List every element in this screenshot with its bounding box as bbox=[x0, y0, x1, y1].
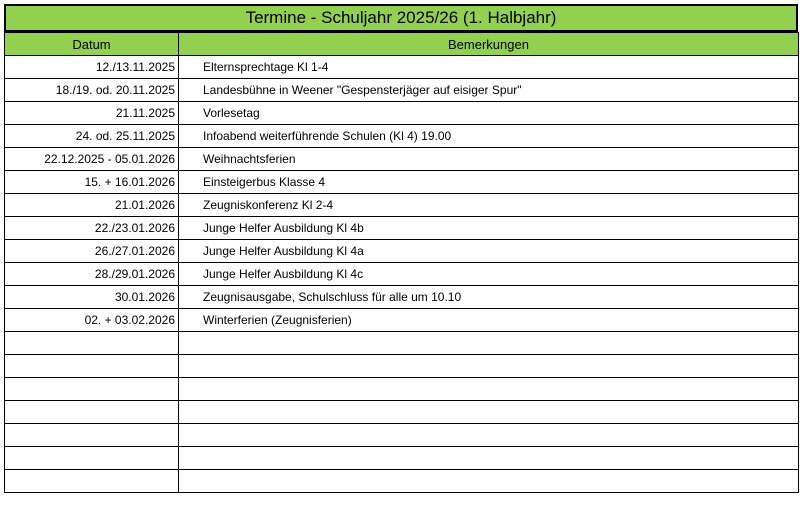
table-row bbox=[5, 263, 799, 286]
table-row bbox=[5, 171, 799, 194]
note-cell[interactable] bbox=[179, 447, 799, 470]
date-cell[interactable]: 22./23.01.2026 bbox=[5, 217, 179, 240]
table-row bbox=[5, 424, 799, 447]
date-cell[interactable] bbox=[5, 424, 179, 447]
schedule-sheet bbox=[4, 4, 798, 493]
date-cell[interactable] bbox=[5, 447, 179, 470]
table-row bbox=[5, 79, 799, 102]
table-row bbox=[5, 332, 799, 355]
table-row bbox=[5, 355, 799, 378]
note-cell[interactable]: Weihnachtsferien bbox=[179, 148, 799, 171]
date-cell[interactable]: 12./13.11.2025 bbox=[5, 56, 179, 79]
date-cell[interactable] bbox=[5, 470, 179, 493]
date-cell[interactable]: 28./29.01.2026 bbox=[5, 263, 179, 286]
date-cell[interactable] bbox=[5, 332, 179, 355]
date-cell[interactable] bbox=[5, 355, 179, 378]
note-cell[interactable]: Vorlesetag bbox=[179, 102, 799, 125]
date-cell[interactable]: 18./19. od. 20.11.2025 bbox=[5, 79, 179, 102]
date-cell[interactable]: 26./27.01.2026 bbox=[5, 240, 179, 263]
note-cell[interactable]: Junge Helfer Ausbildung Kl 4b bbox=[179, 217, 799, 240]
table-row bbox=[5, 240, 799, 263]
table-row bbox=[5, 309, 799, 332]
table-row bbox=[5, 286, 799, 309]
table-row bbox=[5, 447, 799, 470]
note-cell[interactable] bbox=[179, 401, 799, 424]
note-cell[interactable]: Zeugnisausgabe, Schulschluss für alle um 10.10 bbox=[179, 286, 799, 309]
note-cell[interactable]: Landesbühne in Weener "Gespensterjäger auf eisiger Spur" bbox=[179, 79, 799, 102]
table-row bbox=[5, 194, 799, 217]
date-cell[interactable]: 22.12.2025 - 05.01.2026 bbox=[5, 148, 179, 171]
note-cell[interactable]: Winterferien (Zeugnisferien) bbox=[179, 309, 799, 332]
table-row bbox=[5, 401, 799, 424]
table-row bbox=[5, 102, 799, 125]
sheet-title: Termine - Schuljahr 2025/26 (1. Halbjahr) bbox=[4, 4, 798, 32]
note-cell[interactable]: Zeugniskonferenz Kl 2-4 bbox=[179, 194, 799, 217]
note-cell[interactable] bbox=[179, 378, 799, 401]
table-row bbox=[5, 125, 799, 148]
date-cell[interactable]: 15. + 16.01.2026 bbox=[5, 171, 179, 194]
date-cell[interactable] bbox=[5, 378, 179, 401]
note-cell[interactable] bbox=[179, 355, 799, 378]
table-row bbox=[5, 470, 799, 493]
note-cell[interactable]: Junge Helfer Ausbildung Kl 4c bbox=[179, 263, 799, 286]
note-cell[interactable]: Junge Helfer Ausbildung Kl 4a bbox=[179, 240, 799, 263]
note-cell[interactable]: Infoabend weiterführende Schulen (Kl 4) 19.00 bbox=[179, 125, 799, 148]
note-cell[interactable] bbox=[179, 332, 799, 355]
date-cell[interactable] bbox=[5, 401, 179, 424]
note-cell[interactable] bbox=[179, 470, 799, 493]
table-row bbox=[5, 378, 799, 401]
table-row bbox=[5, 56, 799, 79]
date-cell[interactable]: 21.01.2026 bbox=[5, 194, 179, 217]
date-cell[interactable]: 02. + 03.02.2026 bbox=[5, 309, 179, 332]
date-cell[interactable]: 30.01.2026 bbox=[5, 286, 179, 309]
note-cell[interactable] bbox=[179, 424, 799, 447]
header-row bbox=[5, 33, 799, 56]
date-cell[interactable]: 24. od. 25.11.2025 bbox=[5, 125, 179, 148]
column-header-note: Bemerkungen bbox=[179, 33, 799, 56]
column-header-date: Datum bbox=[5, 33, 179, 56]
table-row bbox=[5, 217, 799, 240]
schedule-table bbox=[4, 32, 799, 493]
note-cell[interactable]: Elternsprechtage Kl 1-4 bbox=[179, 56, 799, 79]
table-row bbox=[5, 148, 799, 171]
date-cell[interactable]: 21.11.2025 bbox=[5, 102, 179, 125]
note-cell[interactable]: Einsteigerbus Klasse 4 bbox=[179, 171, 799, 194]
